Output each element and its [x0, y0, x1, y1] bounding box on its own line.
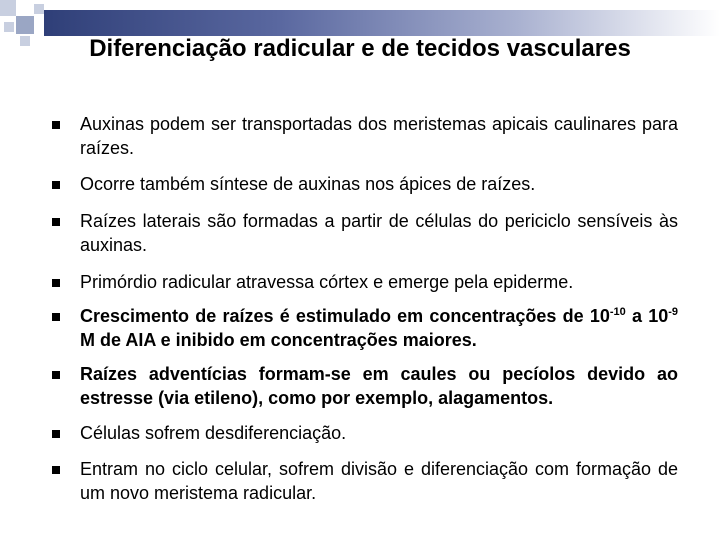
bullet-square-icon	[52, 279, 60, 287]
bullet-text: Entram no ciclo celular, sofrem divisão e diferenciação com formação de um novo meristema radicular.	[80, 459, 678, 503]
corner-square-decoration	[4, 22, 14, 32]
bullet-item	[48, 112, 678, 160]
corner-square-decoration	[16, 16, 34, 34]
bullet-text: Raízes adventícias formam-se em caules ou pecíolos devido ao estresse (via etileno), como por exemplo, alagamentos.	[80, 364, 678, 408]
bullet-text: Crescimento de raízes é estimulado em concentrações de $10^{-10}$ a $10^{-9}$ M de AIA e inibido em concentrações maiores.	[80, 306, 678, 350]
bullet-text: Ocorre também síntese de auxinas nos ápices de raízes.	[80, 174, 536, 194]
bullet-square-icon	[52, 181, 60, 189]
bullet-item	[48, 270, 678, 294]
bullet-square-icon	[52, 371, 60, 379]
slide-title: Diferenciação radicular e de tecidos vasculares	[89, 35, 631, 62]
bullet-square-icon	[52, 466, 60, 474]
bullet-text: Auxinas podem ser transportadas dos meristemas apicais caulinares para raízes.	[80, 114, 678, 158]
bullet-item	[48, 209, 678, 257]
bullet-item	[48, 421, 678, 445]
bullet-item	[48, 457, 678, 505]
bullet-square-icon	[52, 121, 60, 129]
bullet-square-icon	[52, 218, 60, 226]
bullet-list	[48, 112, 678, 505]
bullet-item	[48, 304, 678, 352]
corner-square-decoration	[16, 0, 32, 16]
corner-square-decoration	[34, 4, 44, 14]
bullet-item	[48, 172, 678, 196]
bullet-item	[48, 362, 678, 410]
bullet-text: Primórdio radicular atravessa córtex e emerge pela epiderme.	[80, 272, 574, 292]
bullet-square-icon	[52, 313, 60, 321]
corner-square-decoration	[0, 0, 16, 16]
bullet-text: Células sofrem desdiferenciação.	[80, 423, 347, 443]
bullet-text: Raízes laterais são formadas a partir de células do periciclo sensíveis às auxinas.	[80, 211, 678, 255]
bullet-square-icon	[52, 430, 60, 438]
header-gradient-band	[44, 10, 720, 36]
corner-square-decoration	[20, 36, 30, 46]
